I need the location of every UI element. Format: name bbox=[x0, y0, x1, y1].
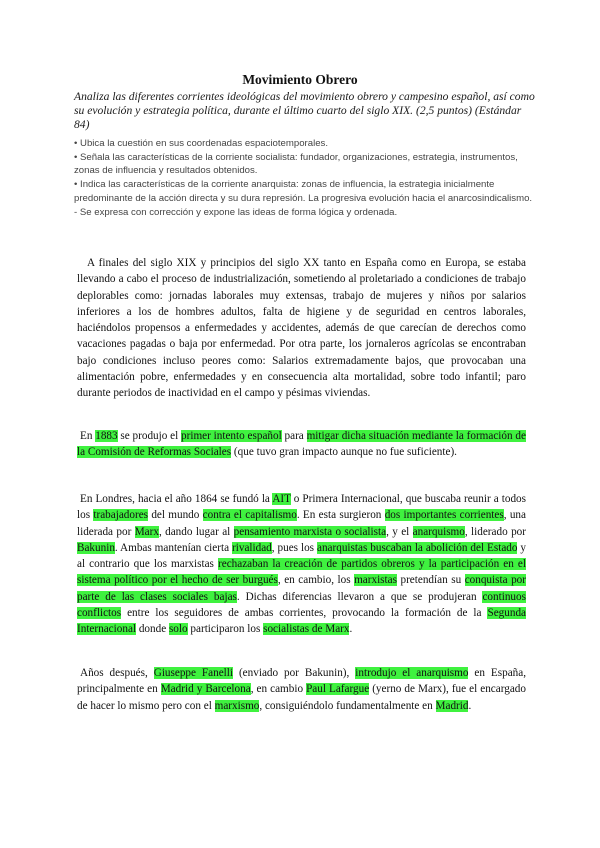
highlighted-text: primer intento español bbox=[181, 430, 282, 442]
text-run: (yerno de Marx), fue el encargado de hacer lo mismo pero con el bbox=[77, 683, 526, 712]
highlighted-text: introdujo el anarquismo bbox=[355, 667, 469, 679]
text-run: del mundo bbox=[148, 509, 203, 522]
highlighted-text: continuos conflictos bbox=[77, 590, 526, 620]
criteria-item: - Se expresa con corrección y expone las ideas de forma lógica y ordenada. bbox=[74, 206, 398, 218]
text-run: donde bbox=[136, 623, 169, 636]
text-run: . bbox=[349, 623, 353, 636]
text-run: Años después, bbox=[80, 667, 154, 679]
highlighted-text: rechazaban la creación de partidos obreros y la participación en el sistema político por el hecho de ser burgués bbox=[77, 558, 527, 587]
highlighted-text: conquista por parte de las clases sociales bajas bbox=[77, 574, 526, 603]
highlighted-text: Segunda Internacional bbox=[77, 607, 526, 636]
text-run: . En esta surgieron bbox=[296, 509, 385, 522]
highlighted-text: 1883 bbox=[95, 430, 118, 442]
text-run: (que tuvo gran impacto aunque no fue suficiente). bbox=[231, 446, 457, 459]
text-run: En Londres, hacia el año 1864 se fundó la bbox=[80, 493, 273, 505]
highlighted-text: trabajadores bbox=[93, 509, 149, 522]
text-run: y al contrario que los marxistas bbox=[77, 541, 527, 571]
text-run: , en cambio bbox=[250, 683, 307, 696]
text-run: para bbox=[281, 430, 307, 442]
highlighted-text: anarquismo bbox=[412, 525, 465, 538]
criteria-item: • Indica las características de la corriente anarquista: zonas de influencia, la estrategia inicialmente predominante de la acción directa y su dura represión. La progresiva evolución hacia el anarcosindicalismo. bbox=[74, 179, 533, 204]
text-run: pretendían su bbox=[396, 574, 465, 587]
text-run: participaron los bbox=[187, 623, 264, 636]
text-run: En bbox=[80, 430, 96, 442]
text-run: , pues los bbox=[271, 541, 317, 554]
paragraph-1883 bbox=[77, 428, 526, 461]
highlighted-text: solo bbox=[168, 623, 188, 636]
highlighted-text: marxismo bbox=[214, 699, 260, 712]
highlighted-text: Marx bbox=[134, 525, 159, 538]
text-run: , y el bbox=[386, 525, 413, 538]
highlighted-text: rivalidad bbox=[232, 541, 272, 554]
text-run: , liderado por bbox=[464, 525, 526, 538]
text-run: . bbox=[468, 699, 472, 712]
paragraph-internacional bbox=[77, 491, 526, 638]
text-run: . Dichas diferencias llevaron a que se produjeran bbox=[236, 590, 483, 603]
highlighted-text: pensamiento marxista o socialista bbox=[233, 525, 387, 538]
highlighted-text: Giuseppe Fanelli bbox=[153, 667, 234, 679]
text-run: en España, principalmente en bbox=[77, 667, 527, 696]
question-subtitle: Analiza las diferentes corrientes ideológicas del movimiento obrero y campesino español, así como su evolución y estrategia política, durante el último cuarto del siglo XIX. (2,5 puntos) (Estándar 84) bbox=[74, 90, 535, 132]
text-run: o Primera Internacional, que buscaba reunir a todos los bbox=[77, 493, 526, 522]
highlighted-text: anarquistas buscaban la abolición del Estado bbox=[316, 541, 518, 554]
criteria-item: • Señala las características de la corriente socialista: fundador, organizaciones, estrategia, instrumentos, zonas de influencia y resultados obtenidos. bbox=[74, 151, 518, 177]
highlighted-text: socialistas de Marx bbox=[263, 623, 350, 636]
text-run: . Ambas mantenían cierta bbox=[114, 541, 233, 554]
highlighted-text: Bakunin bbox=[77, 541, 115, 554]
criteria-list bbox=[74, 137, 539, 219]
highlighted-text: marxistas bbox=[354, 574, 397, 587]
paragraph-espana bbox=[77, 665, 526, 714]
text-run: , en cambio, los bbox=[277, 574, 355, 587]
highlighted-text: contra el capitalismo bbox=[202, 509, 297, 522]
text-run: , consiguiéndolo fundamentalmente en bbox=[259, 699, 436, 712]
paragraph-intro: A finales del siglo XIX y principios del siglo XX tanto en España como en Europa, se estaba llevando a cabo el proceso de industrialización, sometiendo al proletariado a condiciones de trabajo deplorables como: jornadas laborales muy extensas, trabajo de mujeres y niños por salarios inferiores a los de hombres adultos, falta de higiene y de seguridad en centros laborales, haciéndolos propensos a enfermedades y accidentes, además de que carecían de derechos como vacaciones pagadas o baja por enfermedad. Por otra parte, los jornaleros agrícolas se encontraban bajo condiciones incluso peores como: Salarios extremadamente bajos, que provocaban una alimentación pobre, enfermedades y en consecuencia alta mortalidad, sobre todo infantil; paro durante periodos de inactividad en el campo y pésimas viviendas. bbox=[77, 257, 526, 400]
highlighted-text: Madrid bbox=[435, 699, 469, 712]
highlighted-text: AIT bbox=[272, 493, 291, 505]
text-run: , dando lugar al bbox=[158, 525, 234, 538]
text-run: entre los seguidores de ambas corrientes, provocando la formación de la bbox=[121, 607, 488, 620]
highlighted-text: dos importantes corrientes bbox=[384, 509, 504, 522]
text-run: (enviado por Bakunin), bbox=[233, 667, 356, 679]
highlighted-text: Paul Lafargue bbox=[306, 683, 370, 696]
highlighted-text: mitigar dicha situación mediante la formación de la Comisión de Reformas Sociales bbox=[77, 430, 526, 459]
highlighted-text: Madrid y Barcelona bbox=[160, 683, 251, 696]
criteria-item: • Ubica la cuestión en sus coordenadas espaciotemporales. bbox=[74, 138, 329, 149]
page-title: Movimiento Obrero bbox=[242, 72, 358, 87]
text-run: se produjo el bbox=[117, 430, 182, 442]
text-run: , una liderada por bbox=[77, 509, 526, 538]
